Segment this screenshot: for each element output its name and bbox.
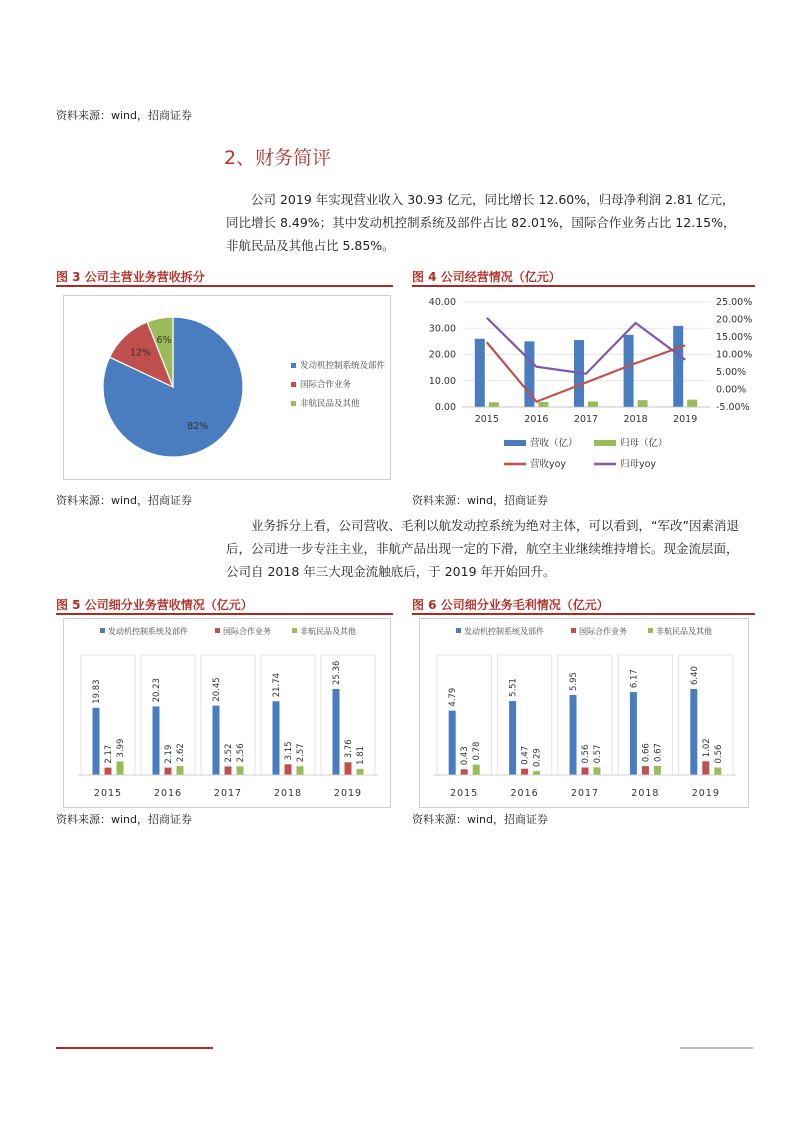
fig4-left-tick: 40.00: [428, 297, 456, 308]
fig3-legend-swatch-0: [291, 363, 296, 368]
fig5-category-label-2: 2017: [213, 788, 243, 799]
fig5-value-label-0-0: 19.83: [92, 679, 102, 704]
fig3-title: 图 3 公司主营业务营收拆分: [56, 270, 205, 284]
fig5-bar-2-1: [177, 766, 184, 775]
fig4-chart-box: [412, 290, 755, 485]
fig6-value-label-2-4: 0.56: [713, 744, 724, 764]
fig6-category-label-4: 2019: [691, 788, 720, 799]
fig4-right-tick: 15.00%: [716, 332, 753, 343]
fig6-bar-1-0: [461, 769, 468, 775]
fig5-bar-1-2: [225, 766, 232, 775]
fig5-value-label-2-4: 1.81: [356, 745, 366, 765]
fig5-category-label-1: 2016: [153, 788, 183, 799]
fig5-category-label-3: 2018: [273, 788, 303, 799]
fig5-legend-label-2: 非航民品及其他: [300, 627, 356, 636]
fig4-right-tick: 5.00%: [716, 367, 747, 378]
fig4-bar-0-4: [673, 326, 683, 407]
fig5-bar-0-4: [333, 689, 340, 775]
fig6-bar-1-3: [642, 766, 649, 775]
fig4-legend-label-1: 归母（亿）: [620, 438, 668, 449]
fig3-title-rule: [56, 285, 393, 287]
fig5-bar-2-3: [297, 766, 304, 775]
fig5-value-label-0-2: 20.45: [212, 677, 222, 702]
fig3-legend-label-0: 发动机控制系统及部件: [300, 361, 386, 371]
paragraph-2: [226, 514, 746, 583]
paragraph-1: [226, 188, 746, 257]
fig5-value-label-2-1: 2.62: [176, 743, 186, 763]
fig4-left-tick: 20.00: [428, 349, 456, 361]
fig5-value-label-1-2: 2.52: [224, 743, 234, 763]
fig5-bar-0-2: [213, 706, 220, 775]
fig6-bar-1-2: [582, 767, 589, 775]
fig6-legend-swatch-0: [456, 628, 461, 633]
fig4-category-label: 2018: [623, 414, 648, 425]
fig3-legend-swatch-1: [291, 382, 296, 387]
fig6-legend-label-1: 国际合作业务: [579, 627, 627, 636]
fig3-source-note: 资料来源：wind，招商证券: [56, 494, 193, 507]
fig6-bar-2-4: [714, 767, 721, 775]
fig5-title-rule: [56, 613, 393, 615]
fig4-right-tick: 25.00%: [716, 297, 753, 308]
fig4-title: 图 4 公司经营情况（亿元）: [412, 270, 561, 284]
fig6-value-label-1-1: 0.47: [520, 745, 531, 765]
fig6-value-label-0-1: 5.51: [508, 678, 519, 697]
fig4-category-label: 2016: [524, 414, 549, 425]
fig5-bar-chart: [64, 619, 390, 807]
fig6-title-rule: [412, 613, 755, 615]
fig5-title: 图 5 公司细分业务营收情况（亿元）: [56, 598, 253, 612]
fig4-legend-label-3: 归母yoy: [620, 459, 657, 470]
footer-red-rule: [56, 1047, 213, 1049]
fig5-bar-1-0: [105, 768, 112, 775]
fig3-legend-swatch-2: [291, 401, 296, 406]
fig6-bar-0-1: [509, 701, 516, 775]
fig6-category-label-3: 2018: [631, 788, 660, 799]
fig6-category-label-0: 2015: [450, 788, 479, 799]
source-note-top: 资料来源：wind，招商证券: [56, 109, 193, 122]
fig3-legend-label-2: 非航民品及其他: [300, 399, 360, 409]
fig4-line-0: [487, 342, 685, 402]
fig4-left-tick: 0.00: [434, 402, 456, 413]
fig6-legend-swatch-2: [648, 628, 653, 633]
section-title: 2、财务简评: [224, 147, 332, 169]
fig6-value-label-0-2: 5.95: [569, 672, 579, 692]
fig6-category-label-2: 2017: [570, 788, 600, 799]
fig5-value-label-0-4: 25.36: [332, 660, 342, 685]
fig5-bar-0-0: [93, 708, 100, 775]
fig6-value-label-2-2: 0.57: [593, 744, 603, 764]
fig6-value-label-2-1: 0.29: [532, 748, 543, 768]
fig3-slice-label-2: 6%: [156, 335, 172, 347]
fig4-right-tick: 0.00%: [716, 384, 747, 396]
fig4-legend-swatch-1: [594, 440, 616, 446]
fig6-bar-0-4: [690, 689, 697, 775]
fig4-right-tick: 10.00%: [716, 349, 753, 361]
fig5-value-label-1-4: 3.76: [344, 739, 354, 759]
fig6-value-label-2-3: 0.67: [653, 743, 664, 762]
fig4-left-tick: 30.00: [428, 323, 456, 335]
fig5-value-label-2-2: 2.56: [236, 743, 246, 763]
fig6-legend-label-0: 发动机控制系统及部件: [464, 627, 544, 636]
fig6-bar-2-0: [473, 765, 480, 775]
fig6-legend-label-2: 非航民品及其他: [656, 627, 712, 636]
fig4-right-tick: -5.00%: [716, 402, 750, 413]
fig5-bar-2-0: [117, 761, 124, 775]
fig5-value-label-0-1: 20.23: [152, 678, 162, 703]
fig5-category-label-4: 2019: [333, 788, 363, 799]
fig4-legend-swatch-0: [504, 440, 526, 446]
fig5-value-label-1-1: 2.19: [164, 744, 174, 764]
fig6-chart-box: [419, 618, 749, 808]
fig3-chart-box: [63, 295, 391, 480]
fig5-legend-label-1: 国际合作业务: [223, 627, 271, 636]
fig6-title: 图 6 公司细分业务毛利情况（亿元）: [412, 598, 609, 612]
fig4-bar-1-0: [489, 402, 499, 407]
fig6-category-label-1: 2016: [510, 788, 539, 799]
fig3-pie-chart: [64, 296, 390, 479]
fig6-value-label-0-0: 4.79: [448, 687, 459, 707]
fig4-left-tick: 10.00: [428, 375, 456, 387]
fig4-combo-chart: [412, 290, 755, 485]
fig5-legend-swatch-2: [292, 628, 297, 633]
fig5-bar-0-1: [153, 706, 160, 775]
fig6-bar-1-4: [702, 761, 709, 775]
fig4-bar-1-1: [538, 402, 548, 407]
fig6-value-label-0-4: 6.40: [689, 666, 700, 685]
fig5-bar-1-3: [285, 764, 292, 775]
fig6-bar-1-1: [521, 769, 528, 775]
fig5-bar-1-1: [165, 768, 172, 775]
paragraph-2-text: 业务拆分上看，公司营收、毛利以航发动控系统为绝对主体，可以看到，“军改”因素消退后，公司进一步专注主业，非航产品出现一定的下滑，航空主业继续维持增长。现金流层面，公司自 2018 年三大现金流触底后，于 2019 年开始回升。: [226, 518, 739, 579]
fig4-line-1: [487, 318, 685, 374]
fig6-bar-0-0: [449, 711, 456, 775]
fig4-legend-label-0: 营收（亿）: [530, 438, 578, 449]
fig5-value-label-2-0: 3.99: [116, 738, 126, 758]
fig4-source-note: 资料来源：wind，招商证券: [412, 494, 549, 507]
paragraph-1-text: 公司 2019 年实现营业收入 30.93 亿元，同比增长 12.60%，归母净利润 2.81 亿元，同比增长 8.49%；其中发动机控制系统及部件占比 82.01%，国际合作业务占比 12.15%，非航民品及其他占比 5.85%。: [226, 192, 736, 253]
footer-gray-rule: [680, 1047, 753, 1049]
fig5-legend-swatch-1: [215, 628, 220, 633]
fig6-bar-chart: [420, 619, 748, 807]
fig5-legend-swatch-0: [100, 628, 105, 633]
fig3-slice-label-0: 82%: [187, 421, 209, 433]
fig6-value-label-2-0: 0.78: [472, 741, 483, 761]
fig6-bar-2-3: [654, 766, 661, 775]
fig4-bar-0-3: [624, 335, 634, 407]
fig5-source-note: 资料来源：wind，招商证券: [56, 813, 193, 826]
fig5-bar-2-4: [357, 769, 364, 775]
fig4-right-tick: 20.00%: [716, 314, 753, 326]
fig5-bar-1-4: [345, 762, 352, 775]
fig4-bar-1-2: [588, 401, 598, 407]
fig5-chart-box: [63, 618, 391, 808]
fig6-bar-2-1: [533, 771, 540, 775]
fig6-value-label-1-2: 0.56: [581, 744, 591, 764]
fig4-bar-1-4: [687, 400, 697, 407]
fig6-value-label-1-3: 0.66: [641, 743, 652, 763]
fig5-category-label-0: 2015: [93, 788, 123, 799]
fig6-legend-swatch-1: [571, 628, 576, 633]
fig6-value-label-1-4: 1.02: [701, 738, 712, 758]
fig6-bar-0-3: [630, 692, 637, 775]
fig3-legend-label-1: 国际合作业务: [300, 380, 352, 390]
fig5-value-label-1-0: 2.17: [104, 744, 114, 764]
fig4-bar-0-0: [475, 339, 485, 407]
fig5-value-label-1-3: 3.15: [284, 741, 294, 761]
fig4-category-label: 2017: [573, 414, 599, 425]
fig4-bar-1-3: [638, 400, 648, 407]
fig6-value-label-1-0: 0.43: [460, 746, 471, 766]
fig6-source-note: 资料来源：wind，招商证券: [412, 813, 549, 826]
fig6-bar-2-2: [594, 767, 601, 775]
fig5-bar-0-3: [273, 701, 280, 775]
fig5-value-label-0-3: 21.74: [272, 672, 282, 698]
fig6-value-label-0-3: 6.17: [629, 669, 640, 689]
fig6-bar-0-2: [570, 695, 577, 775]
fig4-category-label: 2019: [673, 414, 698, 425]
fig5-legend-label-0: 发动机控制系统及部件: [108, 627, 188, 636]
fig4-legend-label-2: 营收yoy: [530, 459, 567, 470]
fig4-category-label: 2015: [474, 414, 499, 425]
fig5-bar-2-2: [237, 766, 244, 775]
fig3-slice-label-1: 12%: [129, 347, 151, 359]
fig4-title-rule: [412, 285, 755, 287]
fig5-value-label-2-3: 2.57: [296, 743, 306, 763]
